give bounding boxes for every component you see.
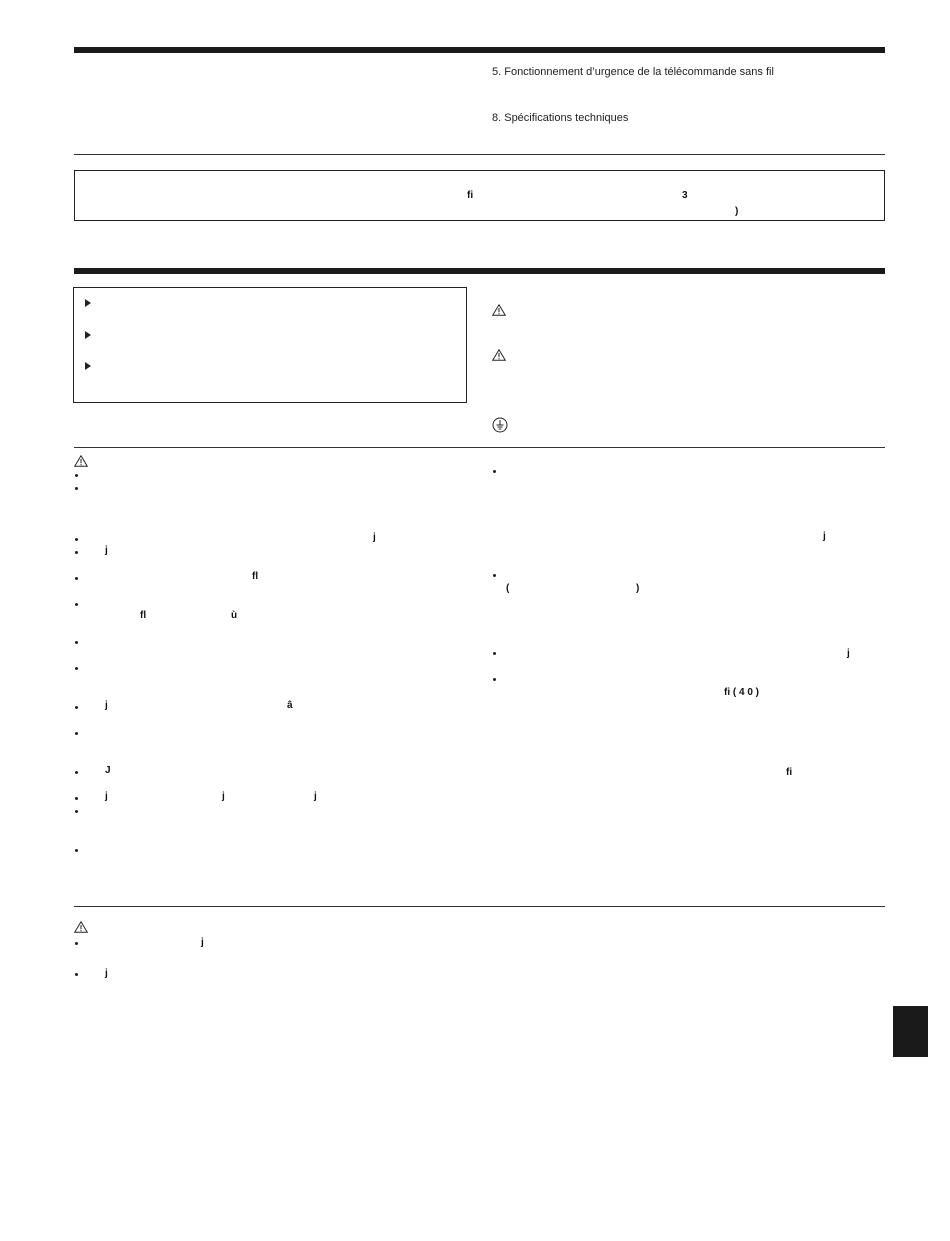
warning-triangle-icon <box>492 304 506 316</box>
caution-divider <box>74 906 885 907</box>
list-bullet <box>75 706 78 709</box>
list-bullet <box>75 474 78 477</box>
right-fragment: ( <box>506 583 510 594</box>
caution-triangle-icon <box>74 921 88 933</box>
bottom-fragment: j <box>105 968 108 979</box>
right-fragment: j <box>823 531 826 542</box>
triangle-bullet-icon <box>85 331 91 339</box>
left-fragment: j <box>105 545 108 556</box>
left-fragment: fl <box>140 610 147 621</box>
caution-triangle-icon <box>492 349 506 361</box>
left-fragment: â <box>287 700 293 711</box>
language-side-tab <box>893 1006 928 1057</box>
toc-item-8: 8. Spécifications techniques <box>492 112 629 124</box>
list-bullet <box>75 667 78 670</box>
list-bullet <box>75 771 78 774</box>
left-fragment: j <box>373 532 376 543</box>
warning-divider <box>74 447 885 448</box>
list-bullet <box>75 973 78 976</box>
left-fragment: j <box>105 791 108 802</box>
list-bullet <box>75 732 78 735</box>
list-bullet <box>493 652 496 655</box>
triangle-bullet-icon <box>85 362 91 370</box>
left-fragment: fl <box>252 571 259 582</box>
list-bullet <box>75 641 78 644</box>
right-fragment: fi ( 4 0 ) <box>724 687 760 698</box>
list-bullet <box>75 487 78 490</box>
list-bullet <box>75 538 78 541</box>
list-bullet <box>75 810 78 813</box>
toc-item-5: 5. Fonctionnement d’urgence de la télécommande sans fil <box>492 66 774 78</box>
left-fragment: ù <box>231 610 238 621</box>
triangle-bullet-icon <box>85 299 91 307</box>
list-bullet <box>75 797 78 800</box>
list-bullet <box>75 942 78 945</box>
section-rule <box>74 268 885 274</box>
warning-triangle-icon <box>74 455 88 467</box>
notice-fragment: ) <box>735 206 739 217</box>
list-bullet <box>75 551 78 554</box>
list-bullet <box>75 849 78 852</box>
right-fragment: ) <box>636 583 640 594</box>
earth-ground-icon <box>492 417 508 433</box>
list-bullet <box>75 577 78 580</box>
notice-box <box>74 170 885 221</box>
left-fragment: J <box>105 765 111 776</box>
list-bullet <box>493 574 496 577</box>
notice-fragment: fi <box>467 190 474 201</box>
left-fragment: j <box>314 791 317 802</box>
right-fragment: j <box>847 648 850 659</box>
list-bullet <box>493 678 496 681</box>
right-fragment: fi <box>786 767 793 778</box>
left-fragment: j <box>222 791 225 802</box>
top-rule <box>74 47 885 53</box>
list-bullet <box>493 470 496 473</box>
bottom-fragment: j <box>201 937 204 948</box>
notice-fragment: 3 <box>682 190 688 201</box>
left-fragment: j <box>105 700 108 711</box>
toc-divider <box>74 154 885 155</box>
list-bullet <box>75 603 78 606</box>
safety-intro-box <box>73 287 467 403</box>
